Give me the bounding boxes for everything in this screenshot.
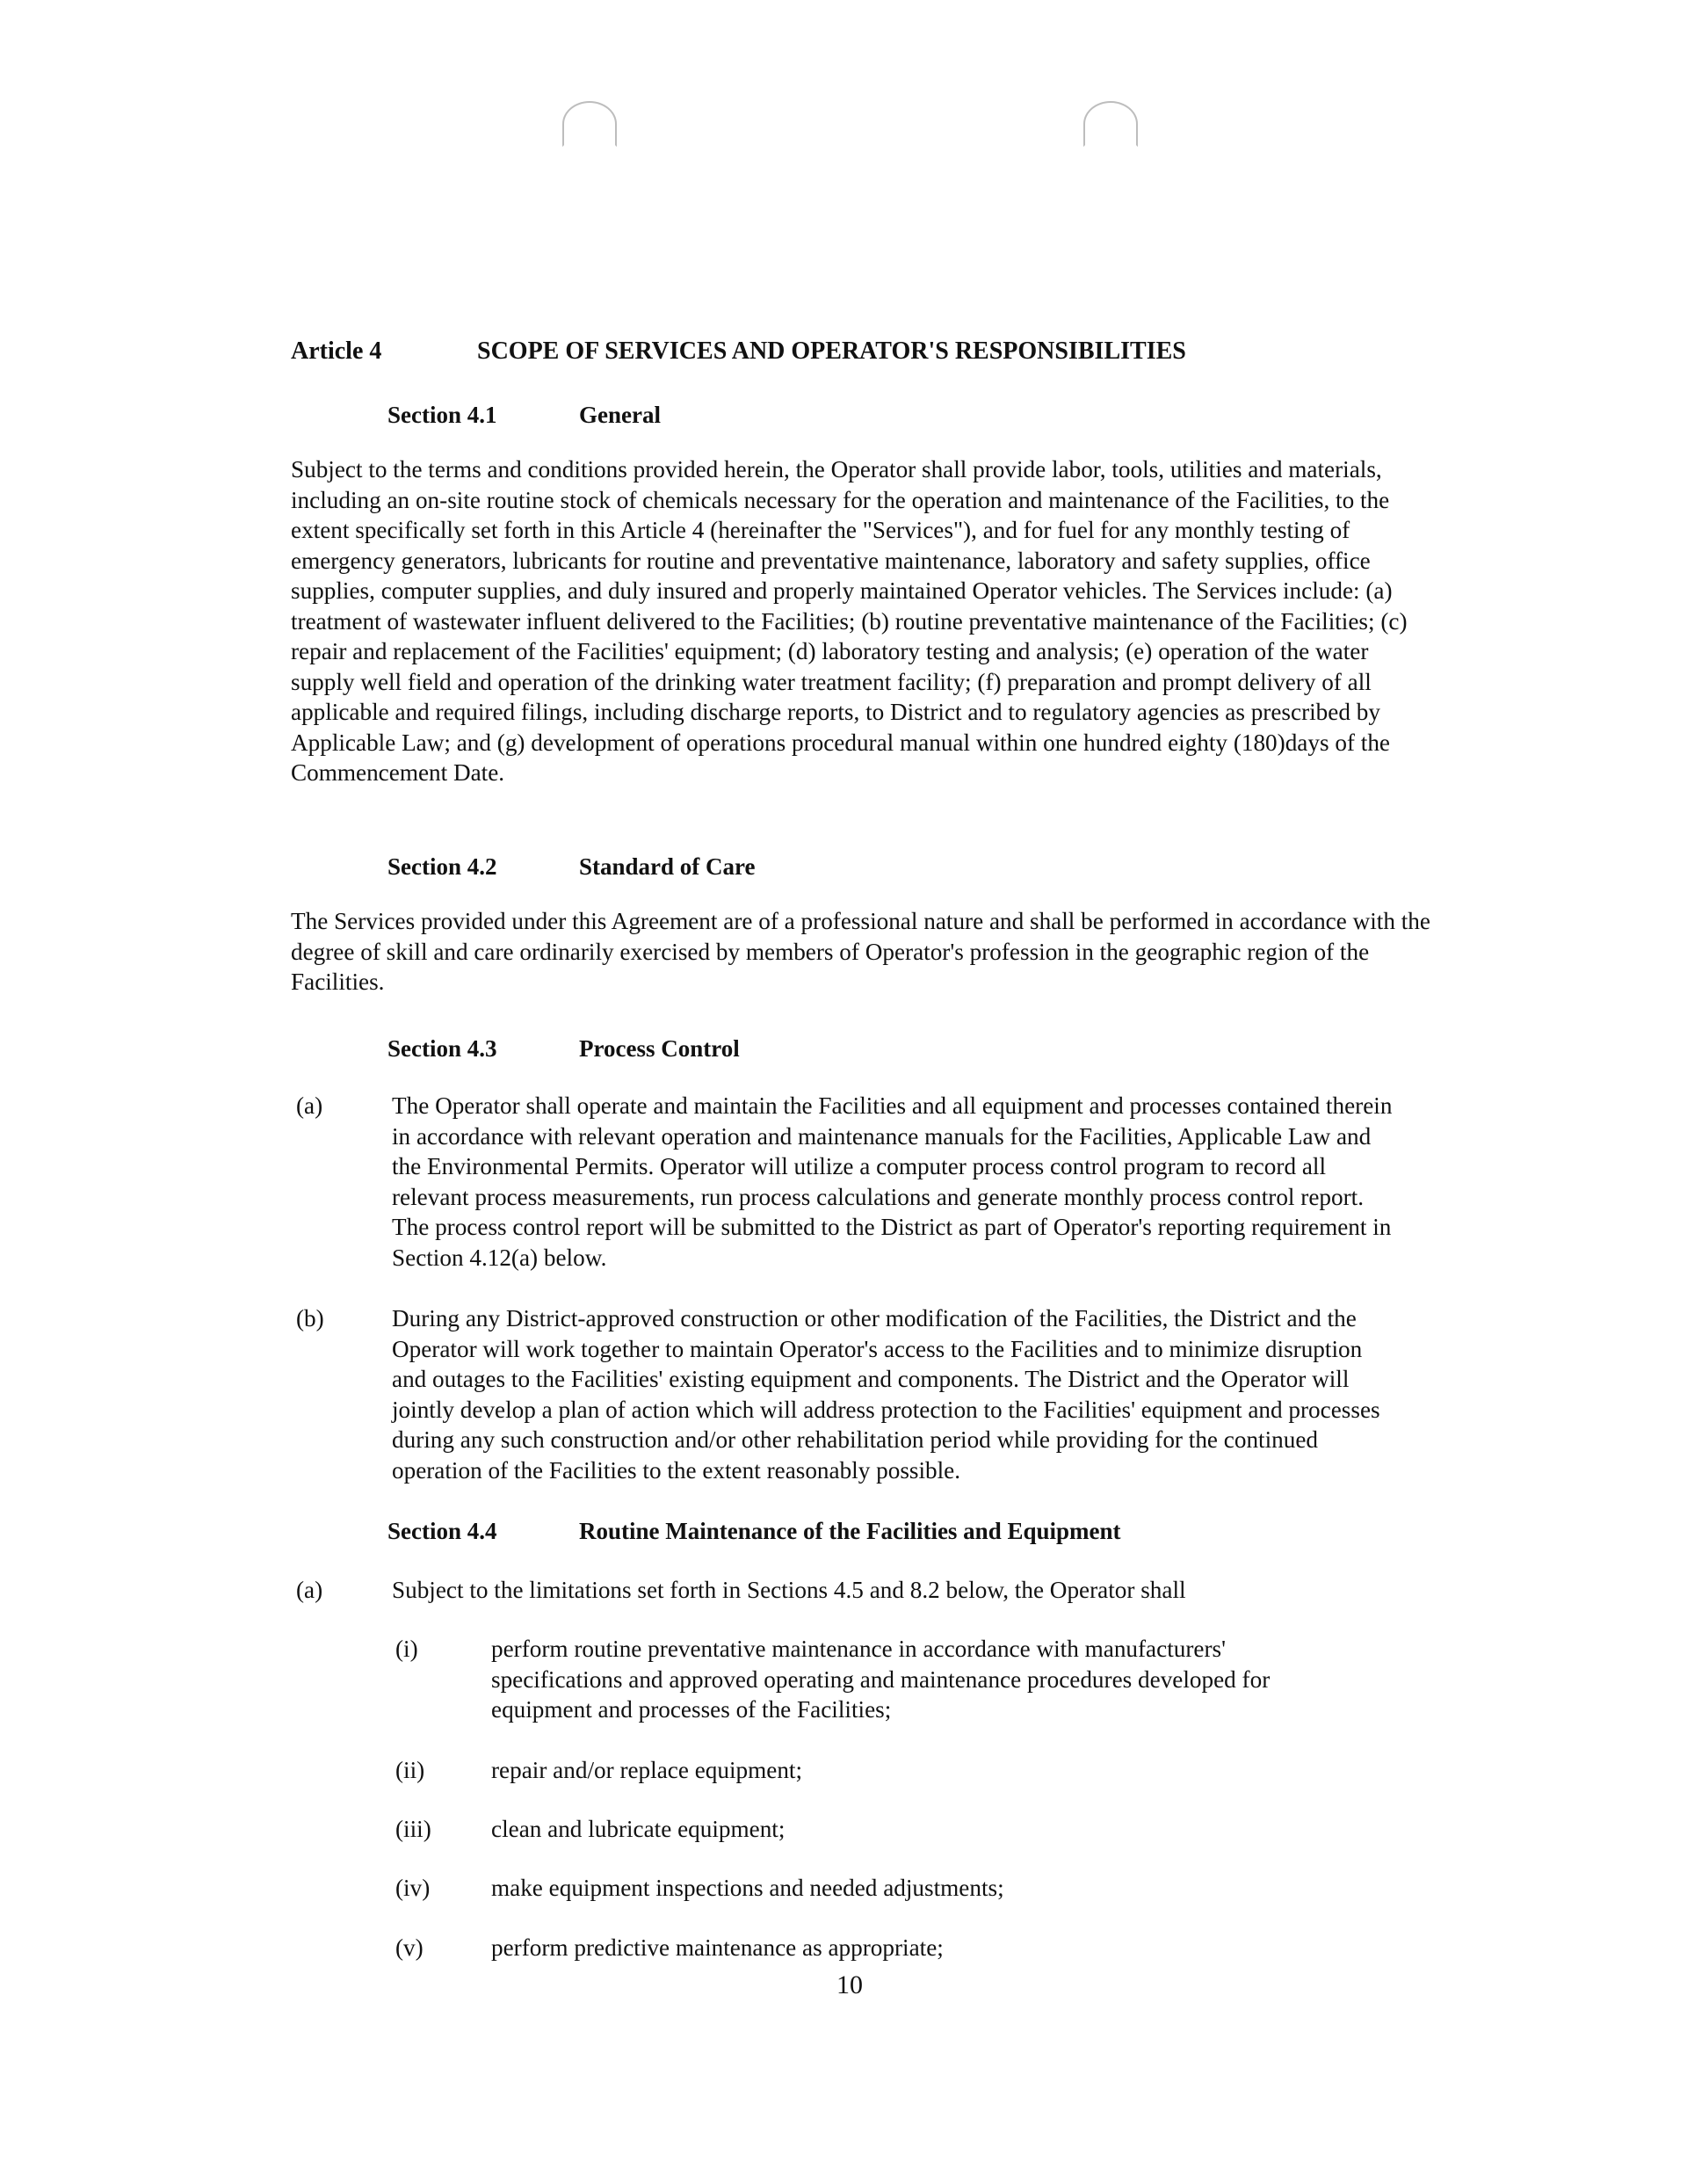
subitem-iii-text: clean and lubricate equipment;	[491, 1816, 786, 1842]
section-4-1-heading	[387, 399, 1442, 431]
section-4-3-item-b-label: (b)	[296, 1305, 324, 1331]
section-4-3-item-a-label: (a)	[296, 1092, 323, 1119]
subitem-i-label: (i)	[395, 1636, 418, 1662]
article-heading	[291, 336, 1433, 367]
subitem-iv	[395, 1873, 1450, 1904]
section-4-3-item-b	[296, 1303, 1438, 1485]
article-title: SCOPE OF SERVICES AND OPERATOR'S RESPONSIBILITIES	[477, 337, 1186, 365]
section-4-1-title: General	[579, 402, 661, 428]
section-4-3-item-b-text: During any District-approved construction or other modification of the Facilities, the District and the Operator will work together to maintain Operator's access to the Facilities and to minimize disruption and outages to the Facilities' existing equipment and components. The District and the Operator will jointly develop a plan of action which will address protection to the Facilities' equipment and processes during any such construction and/or other rehabilitation period while providing for the continued operation of the Facilities to the extent reasonably possible.	[392, 1305, 1380, 1484]
subitem-iii	[395, 1814, 1450, 1845]
punch-hole-right	[1083, 101, 1138, 147]
section-4-1-number: Section 4.1	[387, 402, 497, 428]
subitem-iii-label: (iii)	[395, 1816, 431, 1842]
subitem-iv-text: make equipment inspections and needed adjustments;	[491, 1875, 1004, 1901]
subitem-i-text: perform routine preventative maintenance in accordance with manufacturers' specifications and approved operating and maintenance procedures developed for equipment and processes of the Facilities;	[491, 1636, 1271, 1723]
article-number: Article 4	[291, 337, 382, 365]
page-number: 10	[836, 1970, 863, 1999]
subitem-ii-label: (ii)	[395, 1757, 425, 1783]
section-4-3-item-a	[296, 1091, 1438, 1273]
subitem-ii	[395, 1755, 1450, 1786]
section-4-2-paragraph: The Services provided under this Agreement are of a professional nature and shall be performed in accordance with the degree of skill and care ordinarily exercised by members of Operator's profession in the geographic region of the Facilities.	[291, 908, 1430, 995]
subitem-v-text: perform predictive maintenance as appropriate;	[491, 1934, 944, 1961]
punch-hole-left	[562, 101, 617, 147]
subitem-v-label: (v)	[395, 1934, 424, 1961]
section-4-2-title: Standard of Care	[579, 853, 756, 880]
subitem-v	[395, 1933, 1450, 1963]
section-4-3-number: Section 4.3	[387, 1035, 497, 1062]
section-4-2-heading	[387, 851, 1442, 882]
section-4-4-title: Routine Maintenance of the Facilities and Equipment	[579, 1518, 1121, 1544]
section-4-4-item-a-label: (a)	[296, 1577, 323, 1603]
subitem-iv-label: (iv)	[395, 1875, 431, 1901]
section-4-4-heading	[387, 1515, 1442, 1547]
section-4-3-heading	[387, 1033, 1442, 1064]
section-4-4-item-a-text: Subject to the limitations set forth in Sections 4.5 and 8.2 below, the Operator shall	[392, 1577, 1186, 1603]
section-4-4-number: Section 4.4	[387, 1518, 497, 1544]
subitem-ii-text: repair and/or replace equipment;	[491, 1757, 803, 1783]
section-4-3-item-a-text: The Operator shall operate and maintain the Facilities and all equipment and processes contained therein in accordance with relevant operation and maintenance manuals for the Facilities, Applicable Law and the Environmental Permits. Operator will utilize a computer process control program to record all relevant process measurements, run process calculations and generate monthly process control report. The process control report will be submitted to the District as part of Operator's reporting requirement in Section 4.12(a) below.	[392, 1092, 1393, 1271]
section-4-4-item-a	[296, 1575, 1438, 1606]
section-4-2-number: Section 4.2	[387, 853, 497, 880]
subitem-i	[395, 1634, 1450, 1725]
section-4-1-paragraph: Subject to the terms and conditions provided herein, the Operator shall provide labor, tools, utilities and materials, including an on-site routine stock of chemicals necessary for the operation and maintenance of the Facilities, to the extent specifically set forth in this Article 4 (hereinafter the "Services"), and for fuel for any monthly testing of emergency generators, lubricants for routine and preventative maintenance, laboratory and safety supplies, office supplies, computer supplies, and duly insured and properly maintained Operator vehicles. The Services include: (a) treatment of wastewater influent delivered to the Facilities; (b) routine preventative maintenance of the Facilities; (c) repair and replacement of the Facilities' equipment; (d) laboratory testing and analysis; (e) operation of the water supply well field and operation of the drinking water treatment facility; (f) preparation and prompt delivery of all applicable and required filings, including discharge reports, to District and to regulatory agencies as prescribed by Applicable Law; and (g) development of operations procedural manual within one hundred eighty (180)days of the Commencement Date.	[291, 456, 1408, 786]
section-4-3-title: Process Control	[579, 1035, 740, 1062]
